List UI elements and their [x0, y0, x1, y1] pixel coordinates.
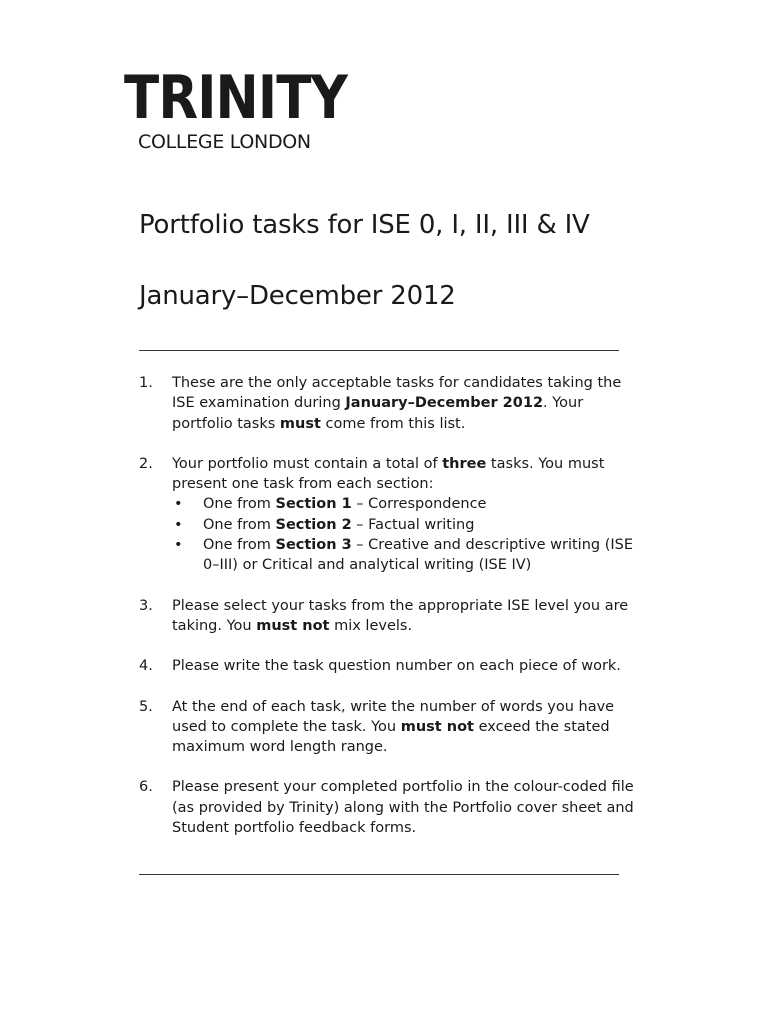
instruction-text	[172, 373, 639, 434]
text-segment: mix levels.	[329, 617, 413, 634]
document-title: Portfolio tasks for ISE 0, I, II, III & IV	[139, 210, 590, 240]
top-divider	[139, 350, 619, 351]
instruction-number: 4.	[139, 658, 153, 675]
text-segment: exceed the stated maximum word length range.	[172, 718, 610, 756]
emphasis-text: Section 3	[275, 537, 352, 554]
emphasis-text: must	[279, 415, 321, 432]
text-segment: – Factual writing	[351, 516, 475, 533]
bullet-icon: •	[174, 516, 183, 533]
instruction-item	[139, 596, 639, 637]
section-bullet-item	[172, 515, 639, 535]
text-segment: These are the only acceptable tasks for candidates taking the ISE examination during	[172, 375, 622, 412]
instruction-item	[139, 777, 639, 838]
emphasis-text: must not	[400, 718, 474, 735]
emphasis-text: Section 2	[275, 516, 352, 533]
instruction-item	[139, 697, 639, 758]
instruction-number: 2.	[139, 455, 153, 472]
instruction-item	[139, 454, 639, 576]
emphasis-text: three	[442, 455, 487, 472]
text-segment: Please present your completed portfolio in the colour-coded file (as provided by Trinity) along with the Portfolio cover sheet and Student portfolio feedback forms.	[172, 779, 634, 837]
instruction-number: 3.	[139, 597, 153, 614]
instruction-number: 5.	[139, 698, 153, 715]
instruction-item	[139, 656, 639, 676]
instruction-number: 1.	[139, 375, 153, 391]
trinity-college-logo	[124, 63, 394, 153]
instruction-text	[172, 656, 639, 676]
bottom-divider	[139, 874, 619, 875]
logo-wordmark: TRINITY	[124, 63, 348, 133]
logo-subtitle: COLLEGE LONDON	[138, 131, 311, 153]
text-segment: come from this list.	[320, 415, 466, 432]
text-segment: – Correspondence	[351, 496, 487, 513]
text-segment: One from	[203, 537, 276, 554]
instruction-text	[172, 777, 639, 838]
text-segment: Your portfolio must contain a total of	[172, 455, 443, 472]
section-bullet-list	[172, 494, 639, 575]
emphasis-text: January–December 2012	[345, 395, 544, 412]
text-segment: One from	[203, 496, 276, 513]
text-segment: Please write the task question number on each piece of work.	[172, 658, 621, 675]
document-subtitle: January–December 2012	[139, 281, 456, 311]
instruction-item	[139, 373, 639, 434]
text-segment: One from	[203, 516, 276, 533]
text-segment: – Creative and descriptive writing (ISE 0–III) or Critical and analytical writing (ISE IV)	[203, 537, 633, 574]
instructions-list	[139, 373, 639, 858]
instruction-number: 6.	[139, 779, 153, 796]
text-segment: . Your portfolio tasks	[172, 395, 584, 432]
emphasis-text: Section 1	[275, 496, 352, 513]
text-segment: At the end of each task, write the number of words you have used to complete the task. You	[172, 698, 615, 735]
text-segment: tasks. You must present one task from each section:	[172, 455, 605, 493]
instruction-text	[172, 454, 639, 495]
bullet-icon: •	[174, 496, 183, 513]
emphasis-text: must not	[256, 617, 330, 634]
section-bullet-item	[172, 494, 639, 514]
instruction-text	[172, 697, 639, 758]
instruction-text	[172, 596, 639, 637]
section-bullet-item	[172, 535, 639, 576]
text-segment: Please select your tasks from the appropriate ISE level you are taking. You	[172, 597, 629, 634]
bullet-icon: •	[174, 537, 183, 554]
